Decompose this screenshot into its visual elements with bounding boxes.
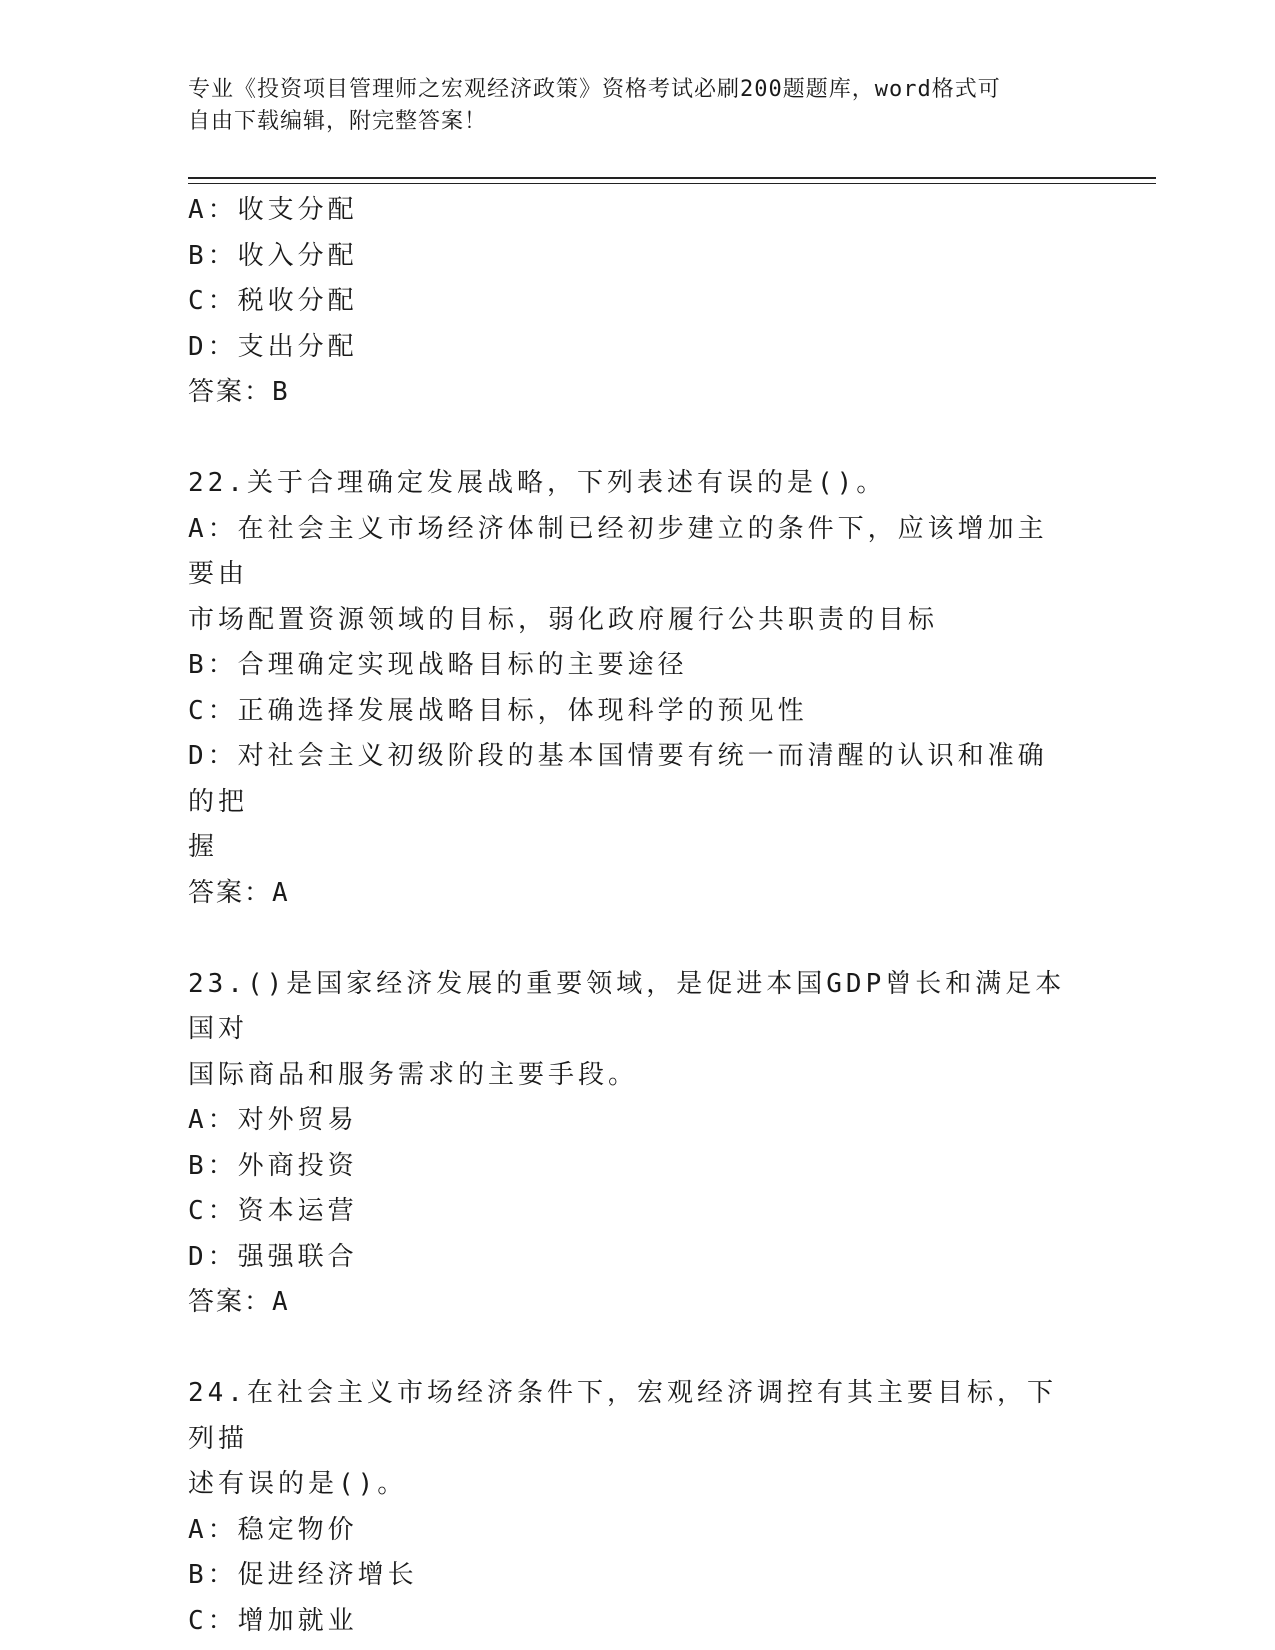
option-a: A：对外贸易 [188,1105,358,1135]
option-a-line-2: 市场配置资源领域的目标，弱化政府履行公共职责的目标 [188,604,939,635]
answer [188,370,1068,416]
option-d-line-1: D：对社会主义初级阶段的基本国情要有统一而清醒的认识和准确的把 [188,741,1048,817]
option-c: C：税收分配 [188,286,358,316]
spacer [188,916,1068,962]
spacer [188,416,1068,462]
option-c: C：资本运营 [188,1196,358,1226]
option-c: C：增加就业 [188,1605,358,1636]
header-line-2: 自由下载编辑，附完整答案！ [188,109,488,134]
answer-label: 答案： [188,877,273,908]
question-23 [188,962,1068,1326]
answer-value: B [272,377,288,407]
option-a: A：收支分配 [188,195,358,225]
option-b: B：外商投资 [188,1150,358,1181]
answer-label: 答案： [188,377,273,407]
document-content [188,188,1068,1644]
option-d: D：支出分配 [188,331,358,362]
question-21 [188,188,1068,416]
question-24 [188,1371,1068,1644]
option-d-line-2: 握 [188,832,219,862]
question-22 [188,461,1068,916]
option-b: B：促进经济增长 [188,1560,418,1590]
document-header [188,74,1068,138]
answer-value: A [272,877,288,908]
spacer [188,1326,1068,1372]
question-stem-line-2: 国际商品和服务需求的主要手段。 [188,1059,639,1090]
answer-label: 答案： [188,1287,273,1317]
answer [188,871,1068,917]
header-rule-thin [188,183,1156,184]
question-stem: 22.关于合理确定发展战略，下列表述有误的是()。 [188,468,887,498]
header-line-1: 专业《投资项目管理师之宏观经济政策》资格考试必刷200题题库，word格式可 [188,77,1001,102]
option-b: B：合理确定实现战略目标的主要途径 [188,650,688,680]
header-rule-thick [188,177,1156,179]
option-d: D：强强联合 [188,1241,358,1272]
option-a-line-1: A：在社会主义市场经济体制已经初步建立的条件下，应该增加主要由 [188,513,1048,589]
question-stem-line-2: 述有误的是()。 [188,1469,408,1499]
answer-value: A [272,1287,288,1317]
question-stem-line-1: 23.()是国家经济发展的重要领域，是促进本国GDP曾长和满足本国对 [188,968,1066,1044]
question-stem-line-1: 24.在社会主义市场经济条件下，宏观经济调控有其主要目标，下列描 [188,1378,1057,1454]
option-c: C：正确选择发展战略目标，体现科学的预见性 [188,695,808,726]
option-a: A：稳定物价 [188,1514,358,1545]
option-b: B：收入分配 [188,240,358,271]
answer [188,1280,1068,1326]
